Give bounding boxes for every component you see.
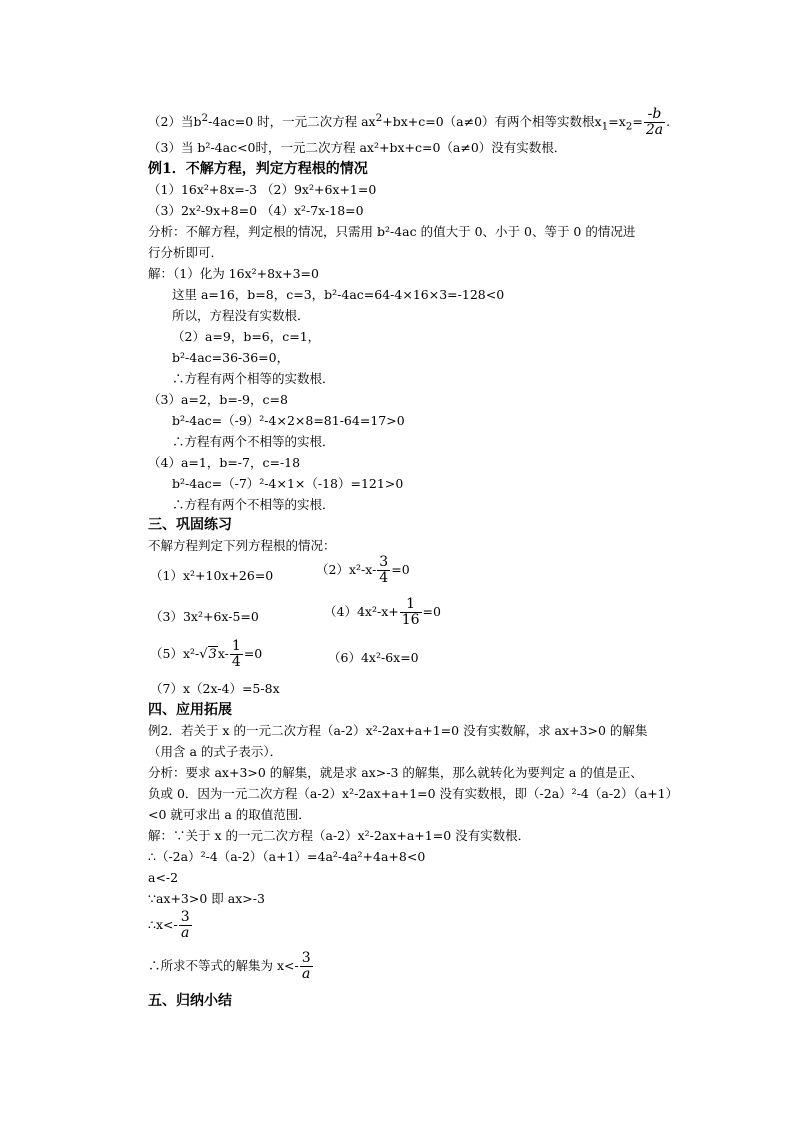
fraction-numerator: 3 [301, 950, 311, 966]
text-line: ∴方程有两个不相等的实根． [172, 497, 335, 512]
text-span: （5）x²- [150, 646, 200, 661]
fraction [300, 951, 313, 982]
text-line: （3）2x²-9x+8=0 （4）x²-7x-18=0 [148, 203, 364, 218]
exercise-2 [316, 555, 410, 586]
text-span: =0 [422, 604, 441, 619]
example-2-text [148, 723, 647, 739]
text-span: =x [608, 114, 626, 129]
text-line: ∴方程有两个相等的实数根． [172, 371, 335, 386]
text-line: （1）16x²+8x=-3 （2）9x²+6x+1=0 [148, 182, 377, 197]
fraction [377, 555, 390, 586]
fraction-numerator: 1 [400, 597, 422, 613]
text-line [148, 951, 314, 982]
subscript: 1 [601, 120, 609, 133]
exercise-5 [150, 639, 262, 670]
section-heading: 四、应用拓展 [148, 702, 232, 718]
fraction-denominator: a [180, 925, 190, 941]
text-span: （2）当b [148, 114, 202, 129]
text-span: =0 [391, 562, 410, 577]
text-line: 不解方程判定下列方程根的情况： [148, 538, 336, 553]
radicand: 3 [208, 646, 217, 662]
text-line: （3）当 b²-4ac<0时，一元二次方程 ax²+bx+c=0（a≠0）没有实数根． [148, 140, 567, 155]
text-line: ∴方程有两个不相等的实根． [172, 434, 335, 449]
exercise-7: （7）x（2x-4）=5-8x [150, 681, 280, 696]
text-line: 分析：不解方程，判定根的情况，只需用 b²-4ac 的值大于 0、小于 0、等于 0 的情况进 [148, 224, 636, 239]
text-span: （4）4x²-x+ [324, 604, 399, 619]
fraction-numerator: 3 [379, 554, 389, 570]
subscript: 2 [625, 120, 633, 133]
text-line: 分析：要求 ax+3>0 的解集，就是求 ax>-3 的解集，那么就转化为要判定 a 的值是正、 [148, 765, 643, 780]
text-span: -4ac=0 时，一元二次方程 ax [208, 114, 376, 129]
text-line: <0 就可求出 a 的取值范围． [148, 807, 311, 822]
exercise-3: （3）3x²+6x-5=0 [150, 609, 259, 624]
fraction [644, 107, 665, 138]
fraction-denominator: 4 [379, 570, 389, 586]
text-line: b²-4ac=（-7）²-4×1×（-18）=121>0 [172, 476, 404, 491]
text-span: +bx+c=0（a≠0）有两个相等实数根x [382, 114, 602, 129]
fraction-denominator: 4 [231, 654, 241, 670]
text-line: 解：∵关于 x 的一元二次方程（a-2）x²-2ax+a+1=0 没有实数根． [148, 828, 531, 843]
text-line: （用含 a 的式子表示）． [148, 744, 283, 759]
text-line: ∴（-2a）²-4（a-2）（a+1）=4a²-4a²+4a+8<0 [148, 849, 426, 864]
text-line: （2）a=9，b=6，c=1， [172, 329, 321, 344]
exercise-1: （1）x²+10x+26=0 [150, 568, 274, 583]
text-line: b²-4ac=（-9）²-4×2×8=81-64=17>0 [172, 413, 405, 428]
text-span: = [632, 114, 643, 129]
text-line: 负或 0．因为一元二次方程（a-2）x²-2ax+a+1=0 没有实数根，即（-2a）²-4（a-2）（a+1） [148, 786, 679, 801]
text-line: b²-4ac=36-36=0， [172, 350, 290, 365]
text-line: 这里 a=16，b=8，c=3，b²-4ac=64-4×16×3=-128<0 [172, 287, 505, 302]
fraction-denominator: a [302, 966, 311, 982]
exercise-6: （6）4x²-6x=0 [328, 650, 419, 665]
text-span: 例2．若关于 x 的一元二次方程（a-2）x²-2ax+a+1=0 没有实数解，求 ax+3>0 的解集 [148, 723, 648, 738]
text-line: a<-2 [148, 870, 179, 885]
superscript: 2 [201, 111, 209, 124]
section-heading: 五、归纳小结 [148, 993, 232, 1009]
text-line: （3）a=2，b=-9，c=8 [148, 392, 288, 407]
fraction-denominator: 16 [401, 612, 420, 628]
text-line: ∵ax+3>0 即 ax>-3 [148, 891, 265, 906]
fraction-numerator: -b [644, 107, 665, 123]
fraction [230, 639, 243, 670]
text-line [148, 107, 670, 138]
fraction [400, 597, 422, 628]
text-line: 所以，方程没有实数根． [172, 308, 310, 323]
text-span: ∴所求不等式的解集为 x<- [148, 958, 299, 973]
section-heading: 三、巩固练习 [148, 517, 232, 533]
square-root: √3 [199, 646, 217, 662]
text-line: （4）a=1，b=-7，c=-18 [148, 455, 301, 470]
fraction [179, 910, 192, 941]
text-span: （2）x²-x- [316, 562, 377, 577]
text-span: =0 [243, 646, 263, 661]
text-span: ∴x<- [148, 917, 178, 932]
fraction-numerator: 3 [180, 909, 190, 925]
fraction-numerator: 1 [231, 638, 241, 654]
superscript: 2 [375, 111, 383, 124]
text-line: 行分析即可． [148, 245, 224, 260]
text-line: 解：（1）化为 16x²+8x+3=0 [148, 266, 319, 281]
exercise-4 [324, 597, 441, 628]
text-span: . [666, 114, 671, 129]
fraction-denominator: 2a [645, 122, 664, 138]
text-span: x- [217, 646, 229, 661]
text-line [148, 910, 193, 941]
example-heading: 例1．不解方程，判定方程根的情况 [148, 161, 368, 177]
